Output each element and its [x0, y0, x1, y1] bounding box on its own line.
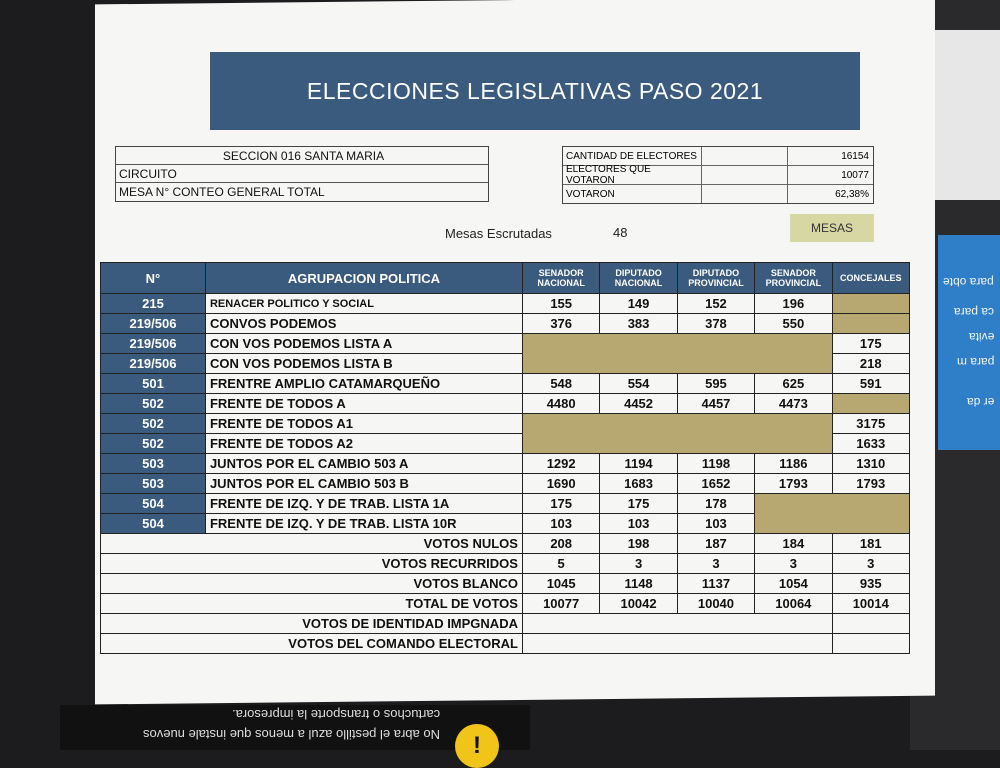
party-name: JUNTOS POR EL CAMBIO 503 A	[205, 454, 522, 474]
table-row	[101, 334, 910, 354]
party-number: 215	[101, 294, 206, 314]
page-title: ELECCIONES LEGISLATIVAS PASO 2021	[210, 52, 860, 130]
col-nro: N°	[101, 263, 206, 294]
party-number: 503	[101, 454, 206, 474]
value-cell: 1137	[677, 574, 754, 594]
value-cell: 10042	[600, 594, 677, 614]
value-cell: 4457	[677, 394, 754, 414]
summary-label: CANTIDAD DE ELECTORES	[563, 147, 702, 165]
value-cell: 10064	[755, 594, 832, 614]
value-cell: 383	[600, 314, 677, 334]
value-cell: 187	[677, 534, 754, 554]
totals-row	[101, 594, 910, 614]
value-cell: 550	[755, 314, 832, 334]
value-cell: 935	[832, 574, 909, 594]
value-cell: 378	[677, 314, 754, 334]
shaded-cell	[832, 294, 909, 314]
warning-icon: !	[455, 724, 499, 768]
blue-instruction-card	[938, 235, 1000, 450]
blank-cell	[522, 634, 832, 654]
value-cell: 1194	[600, 454, 677, 474]
electors-summary-box	[562, 146, 874, 204]
blank-cell	[832, 634, 909, 654]
value-cell: 152	[677, 294, 754, 314]
party-name: FRENTE DE TODOS A1	[205, 414, 522, 434]
mesas-escrutadas-label: Mesas Escrutadas	[445, 226, 552, 241]
totals-label: VOTOS DE IDENTIDAD IMPGNADA	[101, 614, 523, 634]
party-name: FRENTRE AMPLIO CATAMARQUEÑO	[205, 374, 522, 394]
summary-label: VOTARON	[563, 185, 702, 203]
value-cell: 175	[600, 494, 677, 514]
value-cell: 1054	[755, 574, 832, 594]
value-cell: 1652	[677, 474, 754, 494]
value-cell: 548	[522, 374, 599, 394]
party-name: RENACER POLITICO Y SOCIAL	[205, 294, 522, 314]
party-number: 219/506	[101, 314, 206, 334]
value-cell: 155	[522, 294, 599, 314]
totals-row	[101, 634, 910, 654]
mesa-label: MESA N° CONTEO GENERAL TOTAL	[119, 185, 325, 199]
party-number: 502	[101, 414, 206, 434]
value-cell: 625	[755, 374, 832, 394]
totals-label: TOTAL DE VOTOS	[101, 594, 523, 614]
shaded-cell	[522, 414, 832, 454]
party-name: FRENTE DE TODOS A	[205, 394, 522, 414]
blank-cell	[522, 614, 832, 634]
col-agrupacion: AGRUPACION POLITICA	[205, 263, 522, 294]
table-row	[101, 454, 910, 474]
value-cell: 208	[522, 534, 599, 554]
totals-label: VOTOS BLANCO	[101, 574, 523, 594]
party-number: 501	[101, 374, 206, 394]
totals-label: VOTOS NULOS	[101, 534, 523, 554]
value-cell: 1198	[677, 454, 754, 474]
table-row	[101, 314, 910, 334]
summary-value: 10077	[841, 169, 869, 181]
printer-note: No abra el pestillo azul a menos que instale nuevos	[142, 727, 440, 742]
value-cell: 3	[755, 554, 832, 574]
summary-row	[563, 166, 873, 185]
section-info-box	[115, 146, 489, 202]
party-number: 219/506	[101, 354, 206, 374]
value-cell: 149	[600, 294, 677, 314]
col-senador-nacional: SENADOR NACIONAL	[522, 263, 599, 294]
value-cell: 10014	[832, 594, 909, 614]
card-line: para m	[956, 355, 994, 369]
col-concejales: CONCEJALES	[832, 263, 909, 294]
col-senador-provincial: SENADOR PROVINCIAL	[755, 263, 832, 294]
shaded-cell	[522, 334, 832, 374]
value-cell: 103	[600, 514, 677, 534]
circuito-label: CIRCUITO	[116, 165, 488, 183]
table-row	[101, 494, 910, 514]
card-line: para obte	[943, 275, 994, 289]
mesas-button[interactable]: MESAS	[790, 214, 874, 242]
value-cell: 10040	[677, 594, 754, 614]
shaded-cell	[832, 394, 909, 414]
shaded-cell	[755, 494, 910, 534]
shaded-cell	[832, 314, 909, 334]
value-cell: 1793	[755, 474, 832, 494]
party-name: CONVOS PODEMOS	[205, 314, 522, 334]
party-number: 504	[101, 514, 206, 534]
value-cell: 1690	[522, 474, 599, 494]
value-cell: 4480	[522, 394, 599, 414]
party-name: FRENTE DE IZQ. Y DE TRAB. LISTA 10R	[205, 514, 522, 534]
value-cell: 10077	[522, 594, 599, 614]
value-cell: 198	[600, 534, 677, 554]
value-cell: 1292	[522, 454, 599, 474]
value-cell: 5	[522, 554, 599, 574]
value-cell: 103	[522, 514, 599, 534]
value-cell: 4473	[755, 394, 832, 414]
value-cell: 376	[522, 314, 599, 334]
card-line: evita	[968, 330, 994, 344]
value-cell: 1045	[522, 574, 599, 594]
value-cell: 175	[832, 334, 909, 354]
value-cell: 184	[755, 534, 832, 554]
party-number: 502	[101, 394, 206, 414]
party-name: FRENTE DE TODOS A2	[205, 434, 522, 454]
card-line: er da	[966, 395, 994, 409]
value-cell: 103	[677, 514, 754, 534]
value-cell: 175	[522, 494, 599, 514]
card-line: ca para	[953, 305, 994, 319]
totals-label: VOTOS RECURRIDOS	[101, 554, 523, 574]
value-cell: 181	[832, 534, 909, 554]
party-number: 503	[101, 474, 206, 494]
value-cell: 1633	[832, 434, 909, 454]
mesas-escrutadas-value: 48	[613, 225, 628, 240]
summary-label: ELECTORES QUE VOTARON	[563, 166, 702, 184]
value-cell: 178	[677, 494, 754, 514]
col-diputado-nacional: DIPUTADO NACIONAL	[600, 263, 677, 294]
table-row	[101, 374, 910, 394]
blank-cell	[832, 614, 909, 634]
party-number: 219/506	[101, 334, 206, 354]
value-cell: 1683	[600, 474, 677, 494]
totals-label: VOTOS DEL COMANDO ELECTORAL	[101, 634, 523, 654]
value-cell: 3	[600, 554, 677, 574]
value-cell: 595	[677, 374, 754, 394]
totals-row	[101, 534, 910, 554]
party-number: 502	[101, 434, 206, 454]
value-cell: 218	[832, 354, 909, 374]
seccion-label: SECCION 016 SANTA MARIA	[116, 147, 488, 165]
value-cell: 1310	[832, 454, 909, 474]
table-row	[101, 294, 910, 314]
value-cell: 554	[600, 374, 677, 394]
value-cell: 3175	[832, 414, 909, 434]
table-row	[101, 394, 910, 414]
printer-note: cartuchos o transporte la impresora.	[231, 707, 440, 722]
value-cell: 1186	[755, 454, 832, 474]
value-cell: 3	[677, 554, 754, 574]
table-header-row	[101, 263, 910, 294]
col-diputado-provincial: DIPUTADO PROVINCIAL	[677, 263, 754, 294]
party-name: CON VOS PODEMOS LISTA A	[205, 334, 522, 354]
value-cell: 196	[755, 294, 832, 314]
value-cell: 1148	[600, 574, 677, 594]
totals-row	[101, 574, 910, 594]
value-cell: 3	[832, 554, 909, 574]
value-cell: 1793	[832, 474, 909, 494]
table-row	[101, 474, 910, 494]
totals-row	[101, 614, 910, 634]
summary-value: 62,38%	[835, 188, 869, 200]
summary-row	[563, 185, 873, 203]
table-row	[101, 414, 910, 434]
summary-value: 16154	[841, 150, 869, 162]
party-name: JUNTOS POR EL CAMBIO 503 B	[205, 474, 522, 494]
value-cell: 4452	[600, 394, 677, 414]
results-table	[100, 262, 910, 654]
party-number: 504	[101, 494, 206, 514]
value-cell: 591	[832, 374, 909, 394]
party-name: CON VOS PODEMOS LISTA B	[205, 354, 522, 374]
party-name: FRENTE DE IZQ. Y DE TRAB. LISTA 1A	[205, 494, 522, 514]
totals-row	[101, 554, 910, 574]
